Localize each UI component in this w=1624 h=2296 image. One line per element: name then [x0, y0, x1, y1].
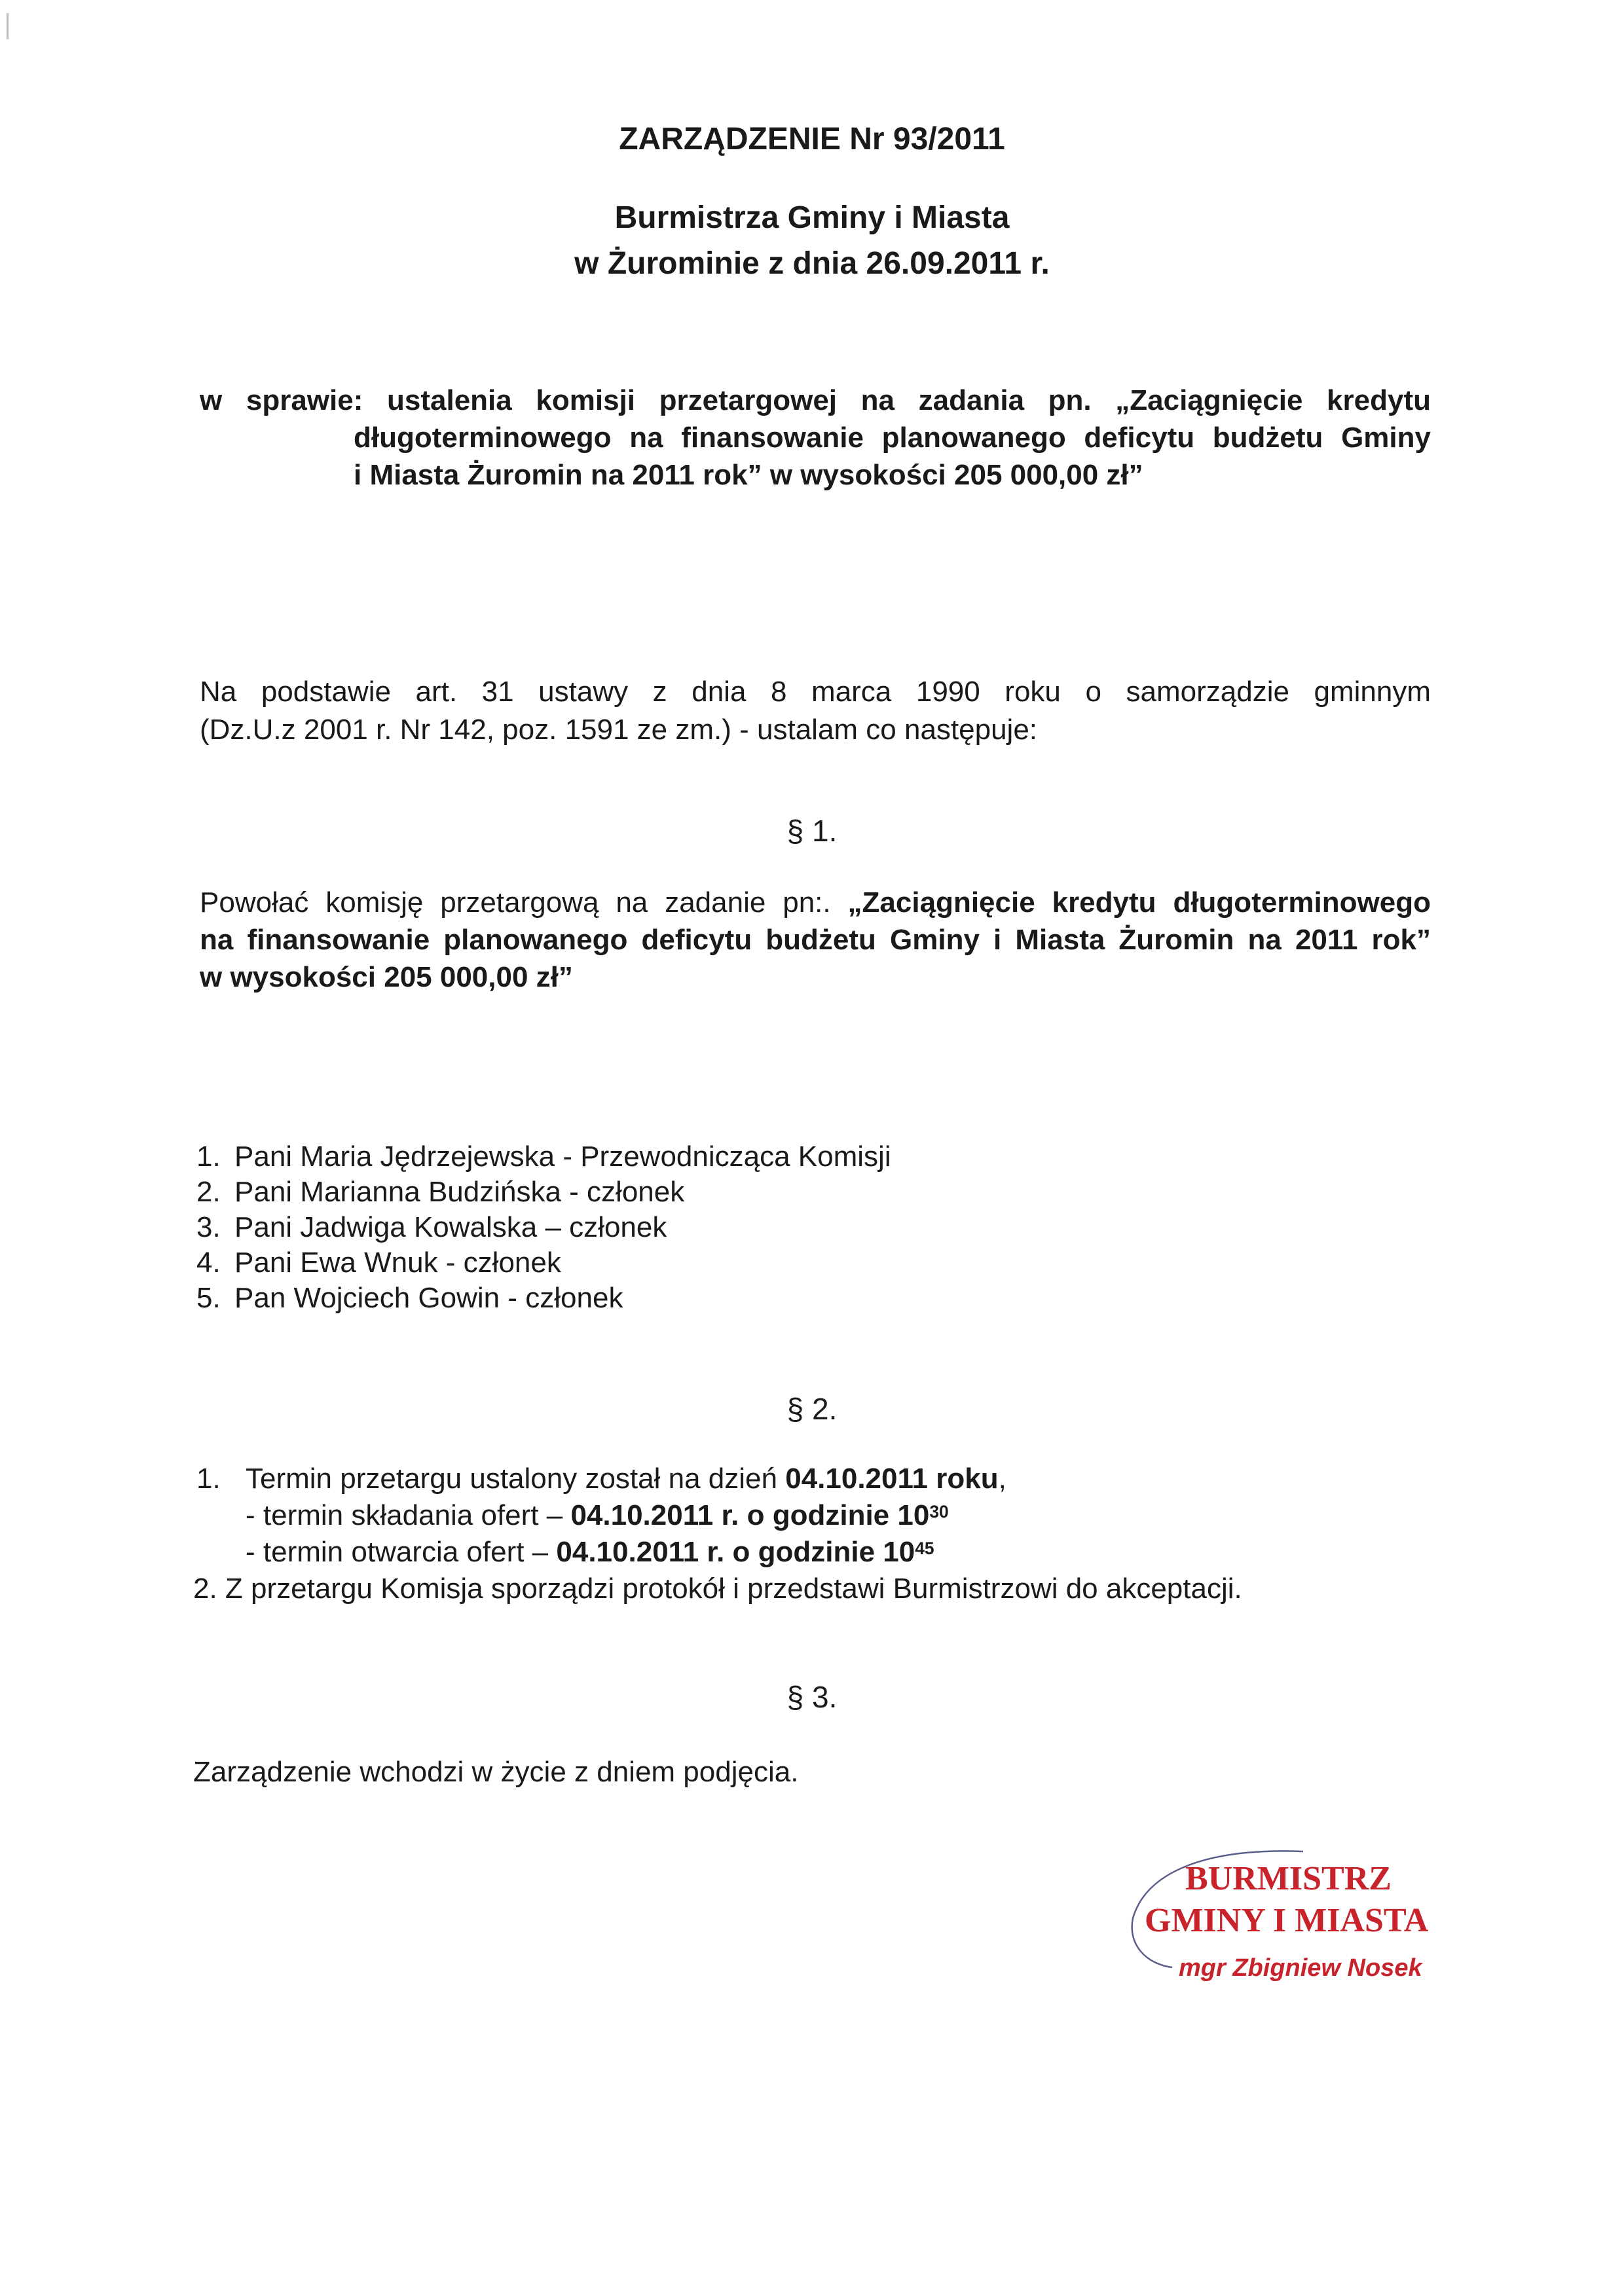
list-item: [196, 1210, 891, 1245]
section-2-sub-2: [246, 1535, 934, 1570]
document-title: ZARZĄDZENIE Nr 93/2011: [619, 122, 1005, 156]
member-number: 2.: [196, 1176, 221, 1208]
member-number: 4.: [196, 1247, 221, 1279]
scan-edge-mark: [7, 13, 9, 39]
sub-2-date: [556, 1536, 934, 1568]
list-item: [196, 1281, 891, 1316]
list-item: [196, 1245, 891, 1281]
section-1-intro-line-3: w wysokości 205 000,00 zł”: [200, 961, 573, 993]
stamp-subtitle: GMINY I MIASTA: [1145, 1902, 1429, 1939]
sub-1-minutes: 30: [929, 1502, 949, 1522]
section-2-sub-1: [246, 1498, 949, 1533]
stamp-title: BURMISTRZ: [1185, 1860, 1392, 1897]
section-1-intro-line-2: na finansowanie planowanego deficytu budżetu Gminy i Miasta Żuromin na 2011 rok”: [200, 924, 1431, 956]
item-number: 1.: [196, 1463, 221, 1495]
member-number: 1.: [196, 1140, 221, 1173]
section-1-intro-line-1: [200, 885, 1431, 920]
sub-2-minutes: 45: [915, 1539, 934, 1559]
member-number: 5.: [196, 1282, 221, 1314]
section-3-text: Zarządzenie wchodzi w życie z dniem podjęcia.: [193, 1756, 799, 1788]
sub-1-date: [570, 1499, 948, 1531]
issuer-line-1: Burmistrza Gminy i Miasta: [614, 200, 1010, 235]
section-2-heading: § 2.: [786, 1392, 838, 1426]
subject-label: w sprawie:: [200, 384, 363, 416]
member-name: Pani Jadwiga Kowalska – członek: [234, 1211, 667, 1243]
subject-text-1: ustalenia komisji przetargowej na zadania pn. „Zaciągnięcie kredytu: [387, 384, 1431, 416]
member-name: Pani Ewa Wnuk - członek: [234, 1247, 561, 1279]
section-1-intro-plain: Powołać komisję przetargową na zadanie pn:.: [200, 886, 831, 919]
list-item: [196, 1175, 891, 1210]
subject-line-1: [200, 383, 1431, 418]
sub-2-date-text: 04.10.2011 r. o godzinie 10: [556, 1536, 915, 1568]
item-1-tail: ,: [998, 1463, 1006, 1495]
sub-2-plain: - termin otwarcia ofert –: [246, 1536, 549, 1568]
legal-basis-line-1: Na podstawie art. 31 ustawy z dnia 8 marca 1990 roku o samorządzie gminnym: [200, 676, 1431, 708]
issuer-line-2: w Żurominie z dnia 26.09.2011 r.: [574, 246, 1050, 281]
commission-members-list: [196, 1139, 891, 1316]
sub-1-date-text: 04.10.2011 r. o godzinie 10: [570, 1499, 930, 1531]
section-2-item-1: [196, 1461, 1006, 1497]
mayor-stamp: [1126, 1846, 1429, 2043]
item-1-plain: Termin przetargu ustalony został na dzień: [246, 1463, 777, 1495]
subject-line-2: długoterminowego na finansowanie planowanego deficytu budżetu Gminy: [354, 422, 1431, 454]
section-2-item-2: 2. Z przetargu Komisja sporządzi protokół i przedstawi Burmistrzowi do akceptacji.: [193, 1573, 1242, 1605]
member-name: Pan Wojciech Gowin - członek: [234, 1282, 623, 1314]
member-name: Pani Marianna Budzińska - członek: [234, 1176, 685, 1208]
member-name: Pani Maria Jędrzejewska - Przewodnicząca Komisji: [234, 1140, 891, 1173]
stamp-signature: mgr Zbigniew Nosek: [1179, 1954, 1422, 1982]
item-1-date: 04.10.2011 roku: [785, 1463, 999, 1495]
section-1-intro-bold: „Zaciągnięcie kredytu długoterminowego: [847, 886, 1431, 919]
member-number: 3.: [196, 1211, 221, 1243]
subject-line-3: i Miasta Żuromin na 2011 rok” w wysokości 205 000,00 zł”: [354, 459, 1143, 491]
list-item: [196, 1139, 891, 1175]
section-3-heading: § 3.: [786, 1680, 838, 1714]
legal-basis-line-2: (Dz.U.z 2001 r. Nr 142, poz. 1591 ze zm.) - ustalam co następuje:: [200, 714, 1038, 746]
sub-1-plain: - termin składania ofert –: [246, 1499, 563, 1531]
section-1-heading: § 1.: [786, 814, 838, 848]
